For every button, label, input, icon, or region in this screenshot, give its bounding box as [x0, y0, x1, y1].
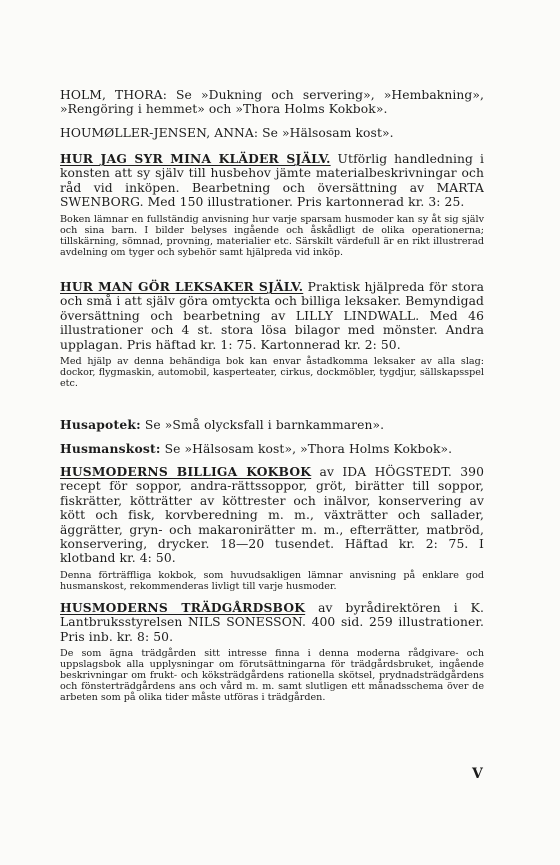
entry-text: HOUMØLLER-JENSEN, ANNA: Se »Hälsosam kost». — [60, 126, 394, 140]
entry-title: HUSMODERNS BILLIGA KOKBOK — [60, 464, 312, 479]
entry-husmanskost — [60, 442, 484, 456]
entry-title: HUSMODERNS TRÄDGÅRDSBOK — [60, 600, 306, 615]
entry-husmoderns-tradgardsbok — [60, 601, 484, 703]
entry-text: Utförlig handledning i konsten att sy själv till husbehov jämte materialbeskrivningar och råd vid inköpen. Bearbetning och översättning av MARTA SWENBORG. Med 150 illustrationer. Pris kartonnerad kr. 3: 25. — [60, 152, 484, 210]
entry-husapotek — [60, 418, 484, 432]
page-number: V — [472, 766, 483, 782]
entry-title: Husmanskost: — [60, 441, 161, 456]
entry-hur-man-gor-leksaker — [60, 280, 484, 389]
entry-title: Husapotek: — [60, 417, 141, 432]
entry-text: Praktisk hjälpreda för stora och små i att själv göra omtyckta och billiga leksaker. Bemyndigad översättning och bearbetning av LILLY LINDWALL. Med 46 illustrationer och 4 st. stora lösa bilagor med mönster. Andra upplagan. Pris häftad kr. 1: 75. Kartonnerad kr. 2: 50. — [60, 280, 485, 352]
entry-hur-jag-syr — [60, 152, 484, 258]
entry-husmoderns-billiga-kokbok — [60, 465, 484, 592]
entry-holm — [60, 88, 484, 117]
entry-text: av IDA HÖGSTEDT. 390 recept för soppor, andra-rättssoppor, gröt, birätter till soppor, fiskrätter, kötträtter av köttrester och inälvor, konservering av kött och fisk, korvberedning m. m., växträtter och sallader, äggrätter, gryn- och makaronirätter m. m., efterrätter, matbröd, konservering, drycker. 18—20 tusendet. Häftad kr. 2: 75. I klotband kr. 4: 50. — [60, 465, 484, 566]
entry-houmoller-jensen — [60, 126, 484, 140]
entry-title: HUR JAG SYR MINA KLÄDER SJÄLV. — [60, 151, 331, 166]
entry-note: Med hjälp av denna behändiga bok kan envar åstadkomma leksaker av alla slag: dockor, flygmaskin, automobil, kasperteater, cirkus, dockmöbler, tygdjur, sällskapsspel etc. — [60, 356, 484, 390]
entry-note: Boken lämnar en fullständig anvisning hur varje sparsam husmoder kan sy åt sig själv och sina barn. I bilder belyses ingående och åskådligt de olika operationerna; tillskärning, sömnad, provning, materialier etc. Särskilt värdefull är en rikt illustrerad avdelning om tyger och sybehör samt hjälpreda vid inköp. — [60, 213, 484, 258]
entry-text: Se »Små olycksfall i barnkammaren». — [140, 418, 385, 432]
entry-text: Se »Hälsosam kost», »Thora Holms Kokbok». — [160, 442, 453, 456]
entry-text: HOLM, THORA: Se »Dukning och servering», »Hembakning», »Rengöring i hemmet» och »Thora Holms Kokbok». — [60, 88, 484, 117]
entry-title: HUR MAN GÖR LEKSAKER SJÄLV. — [60, 279, 304, 294]
entry-text: av byrådirektören i K. Lantbruksstyrelsen NILS SONESSON. 400 sid. 259 illustrationer. Pris inb. kr. 8: 50. — [60, 601, 484, 644]
entry-note: De som ägna trädgården sitt intresse finna i denna moderna rådgivare- och uppslagsbok alla upplysningar om förutsättningarna för trädgårdsbruket, ingående beskrivningar om frukt- och köksträdgårdens rationella skötsel, prydnadsträdgårdens och fönsterträdgårdens ans och vård m. m. samt slutligen ett månadsschema över de arbeten som på olika tider måste utföras i trädgården. — [60, 648, 484, 704]
entry-note: Denna förträffliga kokbok, som huvudsakligen lämnar anvisning på enklare god husmanskost, rekommenderas livligt till varje husmoder. — [60, 569, 484, 592]
